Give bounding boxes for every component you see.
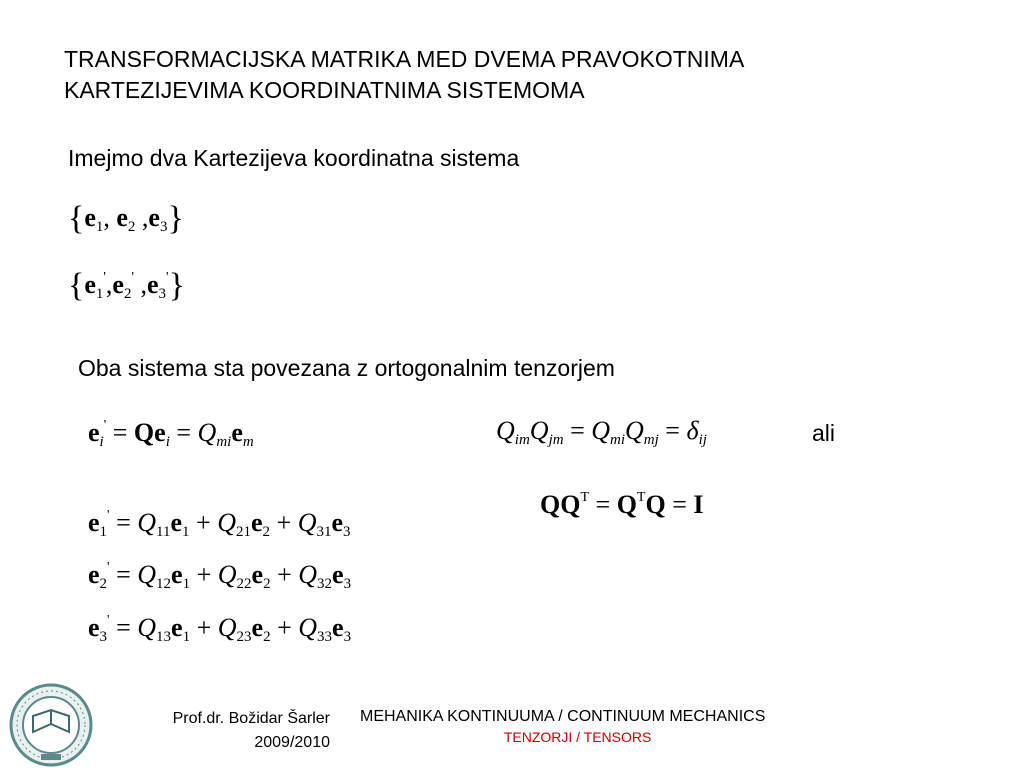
connection-text: Oba sistema sta povezana z ortogonalnim tenzorjem	[78, 355, 615, 381]
transformation-equation: $e_i' = Qe_i = Q_{mi}e_m$	[88, 418, 254, 450]
academic-year: 2009/2010	[254, 734, 330, 751]
orthogonality-index-equation: $Q_{im}Q_{jm} = Q_{mi}Q_{mj} = \delta_{ij}$	[496, 416, 707, 448]
orthogonality-matrix-equation: $QQ^T = Q^TQ = I$	[540, 490, 704, 519]
intro-text: Imejmo dva Kartezijeva koordinatna sistema	[68, 145, 520, 171]
university-seal-icon	[8, 682, 94, 768]
basis-set-primed: {$e_1',e_2'$ $,e_3'$}	[68, 267, 185, 304]
equation-e3-prime: $e_3' = Q_{13}e_1 + Q_{23}e_2 + Q_{33}e_3$	[88, 613, 352, 645]
footer-author	[120, 707, 330, 755]
page-title	[64, 44, 744, 106]
course-title: MEHANIKA KONTINUUMA / CONTINUUM MECHANICS	[360, 708, 766, 725]
equation-e2-prime: $e_2' = Q_{12}e_1 + Q_{22}e_2 + Q_{32}e_3$	[88, 560, 352, 592]
title-line-1: TRANSFORMACIJSKA MATRIKA MED DVEMA PRAVOKOTNIMA	[64, 46, 745, 72]
equation-e1-prime: $e_1' = Q_{11}e_1 + Q_{21}e_2 + Q_{31}e_3$	[88, 508, 351, 540]
ali-text: ali	[812, 420, 836, 446]
title-line-2: KARTEZIJEVIMA KOORDINATNIMA SISTEMOMA	[64, 77, 585, 103]
author-name: Prof.dr. Božidar Šarler	[172, 710, 330, 727]
footer-course	[360, 707, 765, 747]
basis-set-original: {$e_1$, $e_2$ $,e_3$}	[68, 200, 184, 237]
topic-title: TENZORJI / TENSORS	[503, 729, 652, 745]
